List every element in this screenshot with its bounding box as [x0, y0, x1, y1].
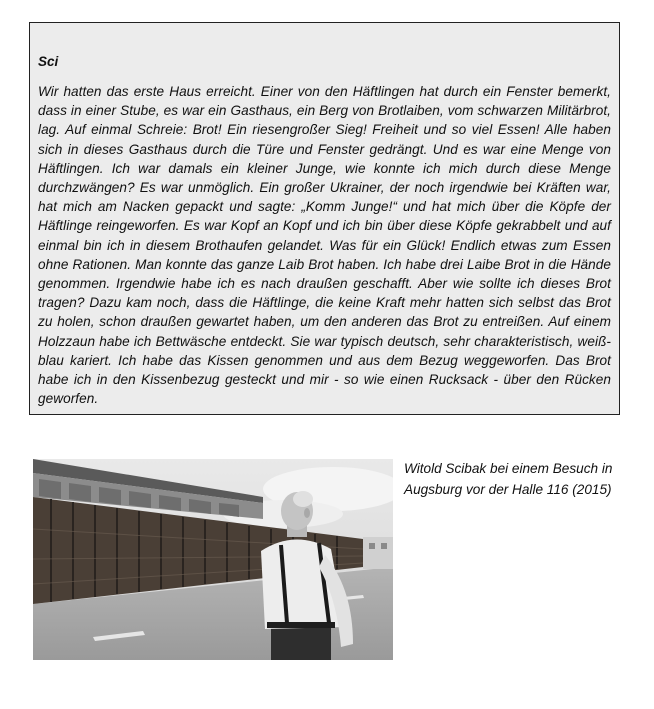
photo-caption: Witold Scibak bei einem Besuch in Augsburg vor der Halle 116 (2015): [404, 461, 613, 497]
quote-text: Wir hatten das erste Haus erreicht. Einer von den Häftlingen hat durch ein Fenster bemerkt, dass in einer Stube, es war ein Gasthaus, ein Berg von Brotlaiben, vom schwarzen Militärbrot, lag. Auf einmal Schreie: Brot! Ein riesengroßer Sieg! Freiheit und so viel Essen! Alle haben sich in dieses Gasthaus durch die Türe und Fenster gedrängt. Und es war eine Menge von Häftlingen. Ich war damals ein kleiner Junge, wie konnte ich mich durch diese Menge durchzwängen? Es war unmöglich. Ein großer Ukrainer, der noch irgendwie bei Kräften war, hat mich am Nacken gepackt und sagte: „Komm Junge!“ und hat mich über die Köpfe der Häftlinge reingeworfen. Es war Kopf an Kopf und ich bin über diese Köpfe gekrabbelt und auf einmal bin ich in diesem Brothaufen gelandet. Was für ein Glück! Endlich etwas zum Essen ohne Rationen. Man konnte das ganze Laib Brot haben. Ich habe drei Laibe Brot in die Hände genommen. Irgendwie habe ich es nach draußen geschafft. Aber wie sollte ich dieses Brot tragen? Dazu kam noch, dass die Häftlinge, die keine Kraft mehr hatten sich selbst das Brot zu holen, schon draußen gewartet haben, um den anderen das Brot zu entreißen. Auf einem Holzzaun habe ich Bettwäsche entdeckt. Sie war typisch deutsch, sehr charakteristisch, weiß-blau kariert. Ich habe das Kissen genommen und aus dem Bezug weggeworfen. Das Brot habe ich in den Kissenbezug gesteckt und mir - so wie einen Rucksack - über den Rücken geworfen.: [38, 84, 611, 407]
quote-box: [29, 22, 620, 415]
quote-heading: Sci: [38, 54, 59, 69]
photo-witold-scibak: [33, 459, 393, 660]
